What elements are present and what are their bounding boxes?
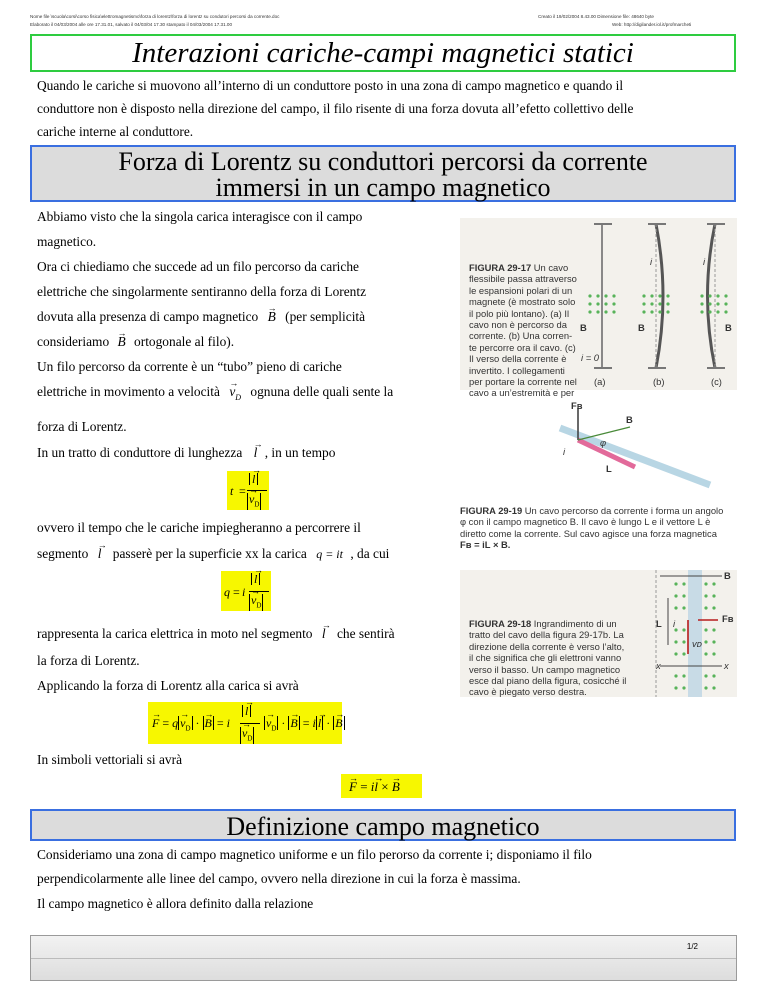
field-dot <box>682 582 685 585</box>
field-dot <box>716 302 719 305</box>
equation-charge: q = i → l → $v_D$ <box>221 571 271 611</box>
field-dot <box>704 640 707 643</box>
body-p1a: Abbiamo visto che la singola carica interagisce con il campo <box>37 209 363 224</box>
body-p6-mid: passerè per la superficie xx la carica <box>112 546 307 561</box>
fig2-label-L: L <box>606 463 612 474</box>
field-dot <box>712 686 715 689</box>
field-dot <box>708 302 711 305</box>
field-dot <box>674 640 677 643</box>
fig2-label-FB: Fʙ <box>571 400 583 411</box>
fig1-label-B-c: B <box>725 322 732 333</box>
field-dot <box>642 302 645 305</box>
field-dot <box>596 294 599 297</box>
field-dot <box>724 294 727 297</box>
field-dot <box>712 674 715 677</box>
field-dot <box>682 686 685 689</box>
eq-q: q <box>224 585 230 599</box>
symbol-l: → l <box>98 547 102 561</box>
field-dot <box>682 606 685 609</box>
field-dot <box>612 310 615 313</box>
field-dot <box>642 310 645 313</box>
figure-29-17-caption: FIGURA 29-17 Un cavo flessibile passa attraverso le espansioni polari di un magnete (è mostrato solo il polo più lontano). (a) Il cavo non è percorso da corrente. (b) Una corren- te percorre ora il cavo. (c) Il verso della corrente è invertito. I collegamenti per portare la corrente nel cavo a un’estremità e per <box>469 262 577 399</box>
fig1-label-b: (b) <box>653 376 665 387</box>
field-dot <box>596 310 599 313</box>
field-dot <box>604 294 607 297</box>
field-dot <box>704 606 707 609</box>
body-p2b: elettriche che singolarmente sentiranno della forza di Lorentz <box>37 284 367 299</box>
field-dot <box>666 294 669 297</box>
field-dot <box>682 640 685 643</box>
eq-l: → l <box>252 473 255 485</box>
field-dot <box>674 582 677 585</box>
fig3-label-L: L <box>656 618 662 629</box>
figure-29-17 <box>460 218 737 399</box>
field-dot <box>704 652 707 655</box>
figure-29-18-caption: FIGURA 29-18 Ingrandimento di un tratto del cavo della figura 29-17b. La direzione della corrente è verso l’alto, il che significa che gli elettroni vanno verso il basso. Un campo magnetico esce dal piano della figura, cosicché il cavo è piegato verso destra. <box>469 618 627 698</box>
fig3-label-x-left: x <box>656 660 661 671</box>
body-p7 <box>37 627 395 641</box>
field-dot <box>704 674 707 677</box>
fig1-label-a: (a) <box>594 376 606 387</box>
fig1-label-i-c: i <box>703 256 706 267</box>
eq-equals: = <box>239 484 246 498</box>
field-dot <box>712 606 715 609</box>
body-p2c-pre: dovuta alla presenza di campo magnetico <box>37 309 259 324</box>
body-p10: In simboli vettoriali si avrà <box>37 752 183 767</box>
body-p2d-pre: consideriamo <box>37 334 110 349</box>
fig2-label-B: B <box>626 414 633 425</box>
field-dot <box>682 628 685 631</box>
field-dot <box>596 302 599 305</box>
figure-29-19-drawing <box>460 400 737 492</box>
symbol-l: → l <box>322 627 326 641</box>
header-created: Creato il 19/02/2004 8.43.00 Dimensione file: 48640 byte <box>538 14 654 19</box>
fig2-caption-title: FIGURA 29-19 <box>460 505 523 516</box>
field-dot <box>716 310 719 313</box>
field-dot <box>604 302 607 305</box>
field-dot <box>682 652 685 655</box>
body-p8: la forza di Lorentz. <box>37 653 140 668</box>
symbol-vD: → v <box>229 385 235 399</box>
field-dot <box>604 310 607 313</box>
body-p7-pre: rappresenta la carica elettrica in moto nel segmento <box>37 626 313 641</box>
field-dot <box>666 310 669 313</box>
field-dot <box>642 294 645 297</box>
body-p6 <box>37 547 389 561</box>
field-dot <box>588 302 591 305</box>
field-dot <box>658 302 661 305</box>
eq-vD: → v <box>249 493 254 505</box>
fig1-label-B-b: B <box>638 322 645 333</box>
field-dot <box>724 302 727 305</box>
field-dot <box>612 294 615 297</box>
body-p3b <box>37 385 393 405</box>
figure-29-19 <box>460 400 737 492</box>
fig1-label-c: (c) <box>711 376 722 387</box>
body-p1b: magnetico. <box>37 234 97 249</box>
field-dot <box>712 628 715 631</box>
fig1-label-i0: i = 0 <box>581 352 599 363</box>
symbol-B: → B <box>268 310 276 324</box>
fig3-label-vD: vᴅ <box>692 638 702 649</box>
fig3-label-B: B <box>724 570 731 581</box>
equation-lorentz-force: → $F = q\to v_D$ · → B = i → l → $v_D$ → $v_D$ · → B = i→ l · → B <box>148 702 342 744</box>
field-dot <box>716 294 719 297</box>
header-web: Web: http://digilander.iol.it/profmarcheti <box>612 22 692 27</box>
fig2-label-phi: φ <box>600 437 607 448</box>
body-p4 <box>37 446 335 460</box>
intro-line-3: cariche interne al conduttore. <box>37 124 194 139</box>
field-dot <box>708 294 711 297</box>
field-dot <box>674 652 677 655</box>
body-p2a: Ora ci chiediamo che succede ad un filo percorso da cariche <box>37 259 359 274</box>
field-dot <box>712 640 715 643</box>
page-footer <box>30 935 737 981</box>
body-p6-post: , da cui <box>350 546 390 561</box>
body-p2c <box>37 310 365 324</box>
section-lorentz-title-2: immersi in un campo magnetico <box>215 173 551 202</box>
field-dot <box>700 310 703 313</box>
field-dot <box>666 302 669 305</box>
field-dot <box>682 594 685 597</box>
field-dot <box>588 294 591 297</box>
field-dot <box>650 310 653 313</box>
fig3-label-i: i <box>673 618 676 629</box>
body-p5: ovvero il tempo che le cariche impiegheranno a percorrere il <box>37 520 361 535</box>
field-dot <box>612 302 615 305</box>
header-file-path: Nome file \scuola\corsi\corso fisica\elettromagnetismo\forza di lorentz\forza di lorentz su condutori percorsi da corrente.doc <box>30 14 280 19</box>
field-dot <box>650 294 653 297</box>
body-p2d-post: ortogonale al filo). <box>134 334 235 349</box>
body-p7-post: che sentirà <box>336 626 395 641</box>
field-dot <box>712 594 715 597</box>
field-dot <box>712 582 715 585</box>
field-dot <box>650 302 653 305</box>
field-dot <box>704 594 707 597</box>
body-p6-pre: segmento <box>37 546 89 561</box>
body-p2d <box>37 335 234 349</box>
body-p3b-pre: elettriche in movimento a velocità <box>37 384 220 399</box>
field-dot <box>712 652 715 655</box>
eq-i: i <box>242 585 246 599</box>
body-p3b-post: ognuna delle quali sente la <box>250 384 394 399</box>
footer-bar <box>31 936 736 959</box>
symbol-l: → l <box>254 446 258 460</box>
body-p3c: forza di Lorentz. <box>37 419 127 434</box>
field-dot <box>704 582 707 585</box>
intro-line-2: conduttore non è disposto nella direzione del campo, il filo risente di una forza dovuta all’efetto collettivo delle <box>37 101 634 116</box>
field-dot <box>674 606 677 609</box>
field-dot <box>700 302 703 305</box>
fig3-label-FB: Fʙ <box>722 613 734 624</box>
fig1-label-i-b: i <box>650 256 653 267</box>
eq-t: t <box>230 484 234 498</box>
field-dot <box>708 310 711 313</box>
page-number: 1/2 <box>686 942 698 951</box>
field-dot <box>700 294 703 297</box>
eq-q-it: q = it <box>316 547 343 561</box>
field-dot <box>588 310 591 313</box>
section2-line-2: perpendicolarmente alle linee del campo, ovvero nella direzione in cui la forza è massima. <box>37 871 521 886</box>
symbol-D-sub: D <box>235 392 242 402</box>
section2-line-1: Consideriamo una zona di campo magnetico uniforme e un filo perorso da corrente i; disponiamo il filo <box>37 847 592 862</box>
figure-29-18 <box>460 570 737 697</box>
section2-line-3: Il campo magnetico è allora definito dalla relazione <box>37 896 314 911</box>
fig1-caption-title: FIGURA 29-17 <box>469 262 532 273</box>
body-p4-post: , in un tempo <box>264 445 336 460</box>
field-dot <box>658 310 661 313</box>
section-lorentz-heading <box>30 145 736 202</box>
fig1-label-B-a: B <box>580 322 587 333</box>
header-dates: Elaborato il 04/03/2004 alle ore 17.31.01, salvato il 04/03/04 17.30 stampato il 04/03/2004 17.31.00 <box>30 22 233 27</box>
section-definition-heading: Definizione campo magnetico <box>30 809 736 841</box>
body-p4-pre: In un tratto di conduttore di lunghezza <box>37 445 243 460</box>
body-p2c-post: (per semplicità <box>285 309 366 324</box>
eq-F: → F <box>152 716 159 730</box>
field-dot <box>682 674 685 677</box>
fig3-label-x-right: x <box>724 660 729 671</box>
field-dot <box>724 310 727 313</box>
body-p9: Applicando la forza di Lorentz alla carica si avrà <box>37 678 299 693</box>
symbol-B: → B <box>118 335 126 349</box>
body-p3a: Un filo percorso da corrente è un “tubo” pieno di cariche <box>37 359 342 374</box>
equation-time: t = → l → $v_D$ <box>227 471 269 510</box>
figure-29-19-caption: FIGURA 29-19 Un cavo percorso da corrente i forma un angolo φ con il campo magnetico B. Il cavo è lungo L e il vettore L è diretto come la corrente. Sul cavo agisce una forza magnetica Fʙ = iL × B. <box>460 505 724 551</box>
equation-vector-force: → F = i→ l × → B <box>341 774 422 798</box>
fig3-caption-title: FIGURA 29-18 <box>469 618 532 629</box>
field-dot <box>704 686 707 689</box>
field-dot <box>674 674 677 677</box>
field-dot <box>658 294 661 297</box>
field-dot <box>704 628 707 631</box>
field-dot <box>674 594 677 597</box>
page-title: Interazioni cariche-campi magnetici statici <box>30 34 736 72</box>
field-dot <box>674 686 677 689</box>
fig2-label-i: i <box>563 446 566 457</box>
intro-line-1: Quando le cariche si muovono all’interno di un conduttore posto in una zona di campo magnetico e quando il <box>37 78 624 93</box>
section-lorentz-title-1: Forza di Lorentz su conduttori percorsi da corrente <box>118 147 648 176</box>
